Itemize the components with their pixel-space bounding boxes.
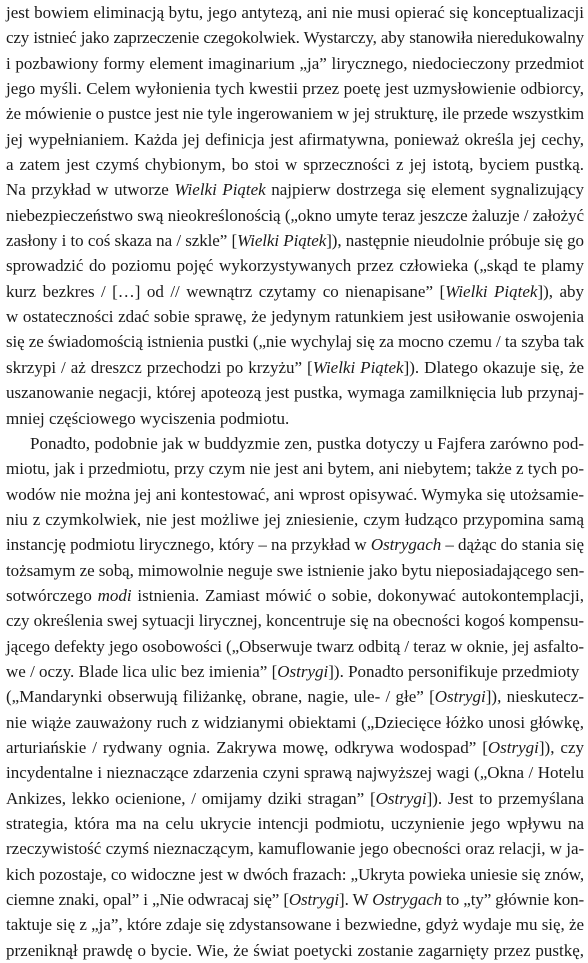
text-line [6, 329, 584, 354]
text-run: uszanowanie negacji, której apoteozą jest pustka, wymaga zamilknięcia lub przynaj- [6, 383, 584, 403]
text-run: jest bowiem eliminacją bytu, jego antytezą, ani nie musi opierać się konceptualizacji [6, 3, 584, 22]
italic-title: Ostrygi [277, 661, 329, 681]
italic-title: Ostrygach [370, 535, 442, 555]
text-run: strategia, która ma na celu ukrycie intencji podmiotu, uczynienie jego wpływu na [6, 814, 584, 833]
text-run: czy istnieć jako zaprzeczenie czegokolwiek. Wystarczy, aby stanowiła nieredukowalny [6, 28, 584, 48]
text-line [6, 786, 584, 811]
text-run: incydentalne i nieznaczące zdarzenia czyni sprawą najwyższej wagi („Okna / Hotelu [6, 763, 584, 783]
text-run: arturiańskie / rydwany ognia. Zakrywa mowę, odkrywa wodospad” [ [6, 737, 488, 757]
text-run: jego myśli. Celem wyłonienia tych kwestii przez poetę jest uzmysłowienie odbiorcy, [6, 79, 584, 99]
text-line [6, 279, 584, 304]
text-run: jej wypełnianiem. Każda jej definicja jest afirmatywna, ponieważ określa jej cechy, [6, 129, 584, 149]
text-line [6, 456, 584, 481]
text-run: to „ty” głównie kon- [442, 890, 584, 910]
text-line [6, 406, 584, 431]
text-line [6, 583, 584, 608]
body-text [6, 0, 584, 963]
text-line [6, 811, 584, 836]
text-run: Na przykład w utworze [6, 180, 175, 200]
text-line [6, 482, 584, 507]
text-line [6, 228, 584, 253]
text-run: i pozbawiony formy element imaginarium „ja” lirycznego, niedocieczony przedmiot [6, 53, 584, 73]
text-run: mniej częściowego wyciszenia podmiotu. [6, 408, 290, 428]
italic-title: modi [97, 585, 132, 605]
text-run: instancję podmiotu lirycznego, który – na przykład w [6, 535, 371, 555]
italic-title: Wielki Piątek [445, 281, 538, 301]
text-line [6, 912, 584, 937]
text-run: przeniknął prawdę o bycie. Wie, że świat poetycki zostanie zagarnięty przez pustkę, [6, 940, 584, 960]
text-run: sotwórczego [6, 585, 98, 605]
italic-title: Wielki Piątek [174, 180, 266, 200]
text-line [6, 836, 584, 861]
text-run: że mówienie o pustce jest nie tyle ingerowaniem w jej strukturę, ile przede wszystkim [6, 104, 584, 124]
text-line [6, 887, 584, 912]
text-run: tożsamym ze sobą, mimowolnie neguje swe istnienie jako bytu nieposiadającego sen- [6, 560, 585, 580]
text-run: kich pozostaje, co widoczne jest w dwóch frazach: „Ukryta powieka uniesie się znów, [6, 864, 584, 884]
text-line [6, 608, 584, 633]
text-run: jącego defekty jego osobowości („Obserwuje twarz odbitą / teraz w oknie, jej asfalto- [6, 636, 584, 656]
text-run: sprowadzić do poziomu pojęć wykorzystywanych przez człowieka („skąd te plamy [6, 256, 584, 276]
italic-title: Ostrygach [372, 890, 443, 910]
text-run: wodów nie można jej ani kontestować, ani wprost opisywać. Wymyka się utożsamie- [6, 484, 584, 504]
text-line [6, 51, 584, 76]
text-line [6, 304, 584, 329]
text-line [6, 203, 584, 228]
italic-title: Ostrygi [434, 687, 486, 707]
text-run: się ze świadomością istnienia pustki („nie wychylaj się za mocno czemu / ta szyba tak [6, 332, 584, 352]
text-run: miotu, jak i przedmiotu, przy czym nie jest ani bytem, ani niebytem; także z tych po- [6, 459, 584, 479]
text-run: rzeczywistość czymś nieznaczącym, kamuflowanie jego obecności oraz relacji, w ja- [6, 839, 585, 859]
text-line [6, 101, 584, 126]
text-run: ]). Dlatego okazuje się, że [403, 357, 585, 377]
text-line [6, 355, 584, 380]
italic-title: Ostrygi [375, 788, 427, 808]
text-line [6, 177, 584, 202]
text-run: Ankizes, lekko ocienione, / omijamy dziki stragan” [ [6, 788, 376, 808]
text-line [6, 431, 584, 456]
text-line [6, 127, 584, 152]
text-run: we / oczy. Blade lica ulic bez imienia” [ [6, 661, 278, 681]
text-run: w ostateczności zdać sobie sprawę, że jedynym ratunkiem jest usiłowanie oswojenia [6, 307, 584, 327]
text-line [6, 659, 584, 684]
text-run: nie wiąże zauważony ruch z widzianymi obiektami („Dziecięce łóżko unosi główkę, [6, 712, 584, 732]
paragraph-1 [6, 0, 584, 431]
text-line [6, 684, 584, 709]
text-line [6, 25, 584, 50]
document-page [6, 0, 585, 960]
italic-title: Wielki Piątek [237, 231, 327, 251]
text-run: ]). Jest to przemyślana [426, 788, 584, 808]
text-run: a zatem jest czymś chybionym, bo stoi w sprzeczności z jej istotą, byciem pustką. [6, 155, 584, 175]
text-run: ]), aby [537, 281, 585, 301]
text-line [6, 558, 584, 583]
italic-title: Ostrygi [288, 890, 340, 910]
text-run: istnienia. Zamiast mówić o sobie, dokonywać autokontemplacji, [131, 585, 584, 605]
text-run: ]. W [339, 890, 373, 910]
text-run: skrzypi / aż dreszcz przechodzi po krzyżu” [ [6, 357, 313, 377]
italic-title: Ostrygi [487, 737, 539, 757]
text-line [6, 760, 584, 785]
italic-title: Wielki Piątek [312, 357, 404, 377]
text-line [6, 380, 584, 405]
text-run: ]), czy [538, 737, 584, 757]
text-line [6, 862, 584, 887]
text-line [6, 253, 584, 278]
text-run: („Mandarynki obserwują filiżankę, obrane, nagie, ule- / głe” [ [6, 687, 435, 707]
text-line [6, 634, 584, 659]
text-run: ]), nieskutecz- [485, 687, 584, 707]
text-run: czy określenia swej sytuacji lirycznej, koncentruje się na obecności kogoś kompensu- [6, 611, 584, 631]
text-line [6, 710, 584, 735]
text-run: Ponadto, podobnie jak w buddyzmie zen, pustka dotyczy u Fajfera zarówno pod- [30, 433, 584, 453]
text-run: taktuje się z „ja”, które zdaje się zdystansowane i bezwiedne, gdyż wydaje mu się, że [6, 915, 584, 935]
text-run: zasłony i to coś skaza na / szkle” [ [6, 231, 238, 251]
paragraph-2 [6, 431, 584, 963]
text-run: ]), następnie nieudolnie próbuje się go [326, 231, 584, 251]
text-run: najpierw dostrzega się element sygnalizujący [265, 180, 584, 200]
text-run: kurz bezkres / […] od // wewnątrz czytamy co nienapisane” [ [6, 281, 446, 301]
text-line [6, 735, 584, 760]
text-line [6, 938, 584, 963]
text-line [6, 0, 584, 25]
text-line [6, 507, 584, 532]
text-line [6, 152, 584, 177]
text-run: – dążąc do stania się [441, 535, 584, 555]
text-run: niebezpieczeństwo swą nieokreślonością („okno umyte teraz jeszcze żaluzje / założyć [6, 205, 584, 225]
text-run: ]). Ponadto personifikuje przedmioty [328, 661, 580, 681]
text-run: niu z czymkolwiek, nie jest możliwe jej zniesienie, czym łudząco przypomina samą [6, 509, 584, 529]
text-line [6, 532, 584, 557]
text-line [6, 76, 584, 101]
text-run: ciemne znaki, opal” i „Nie odwracaj się” [ [6, 890, 289, 910]
